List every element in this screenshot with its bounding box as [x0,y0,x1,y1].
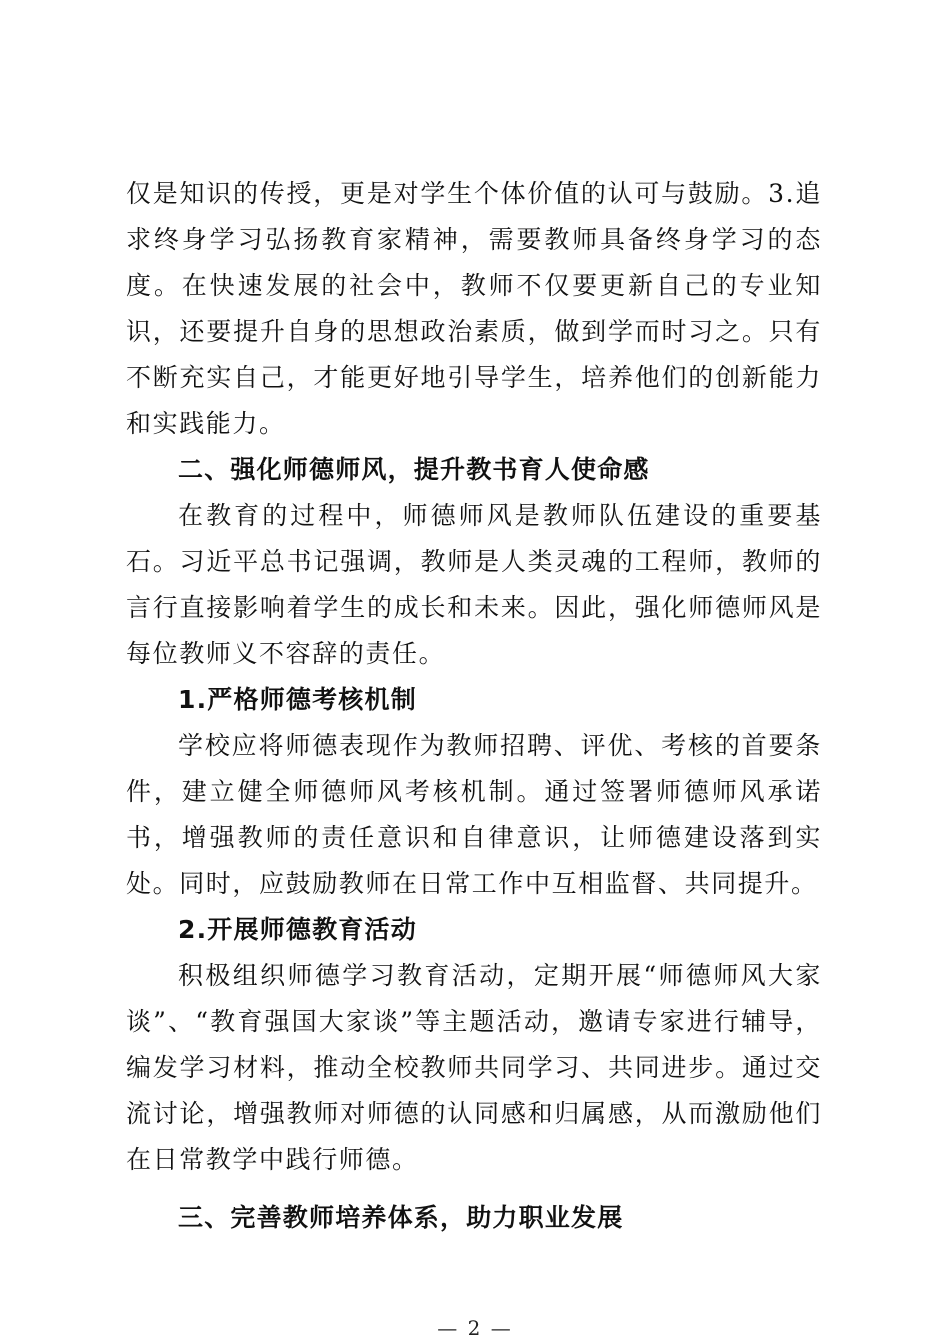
page-number: — 2 — [437,1316,513,1340]
section-heading-3: 三、完善教师培养体系，助力职业发展 [178,1203,624,1232]
subheading-1: 1.严格师德考核机制 [178,685,417,714]
subheading-2: 2.开展师德教育活动 [178,915,417,944]
document-body [126,171,822,1241]
body-paragraph: 在教育的过程中，师德师风是教师队伍建设的重要基石。习近平总书记强调，教师是人类灵魂的工程师，教师的言行直接影响着学生的成长和未来。因此，强化师德师风是每位教师义不容辞的责任。 [126,501,822,668]
body-paragraph: 积极组织师德学习教育活动，定期开展“师德师风大家谈”、“教育强国大家谈”等主题活动，邀请专家进行辅导，编发学习材料，推动全校教师共同学习、共同进步。通过交流讨论，增强教师对师德的认同感和归属感，从而激励他们在日常教学中践行师德。 [126,961,822,1174]
body-paragraph-continued: 仅是知识的传授，更是对学生个体价值的认可与鼓励。3.追求终身学习弘扬教育家精神，需要教师具备终身学习的态度。在快速发展的社会中，教师不仅要更新自己的专业知识，还要提升自身的思想政治素质，做到学而时习之。只有不断充实自己，才能更好地引导学生，培养他们的创新能力和实践能力。 [126,179,822,438]
section-heading-2: 二、强化师德师风，提升教书育人使命感 [178,455,650,484]
body-paragraph: 学校应将师德表现作为教师招聘、评优、考核的首要条件，建立健全师德师风考核机制。通过签署师德师风承诺书，增强教师的责任意识和自律意识，让师德建设落到实处。同时，应鼓励教师在日常工作中互相监督、共同提升。 [126,731,822,898]
